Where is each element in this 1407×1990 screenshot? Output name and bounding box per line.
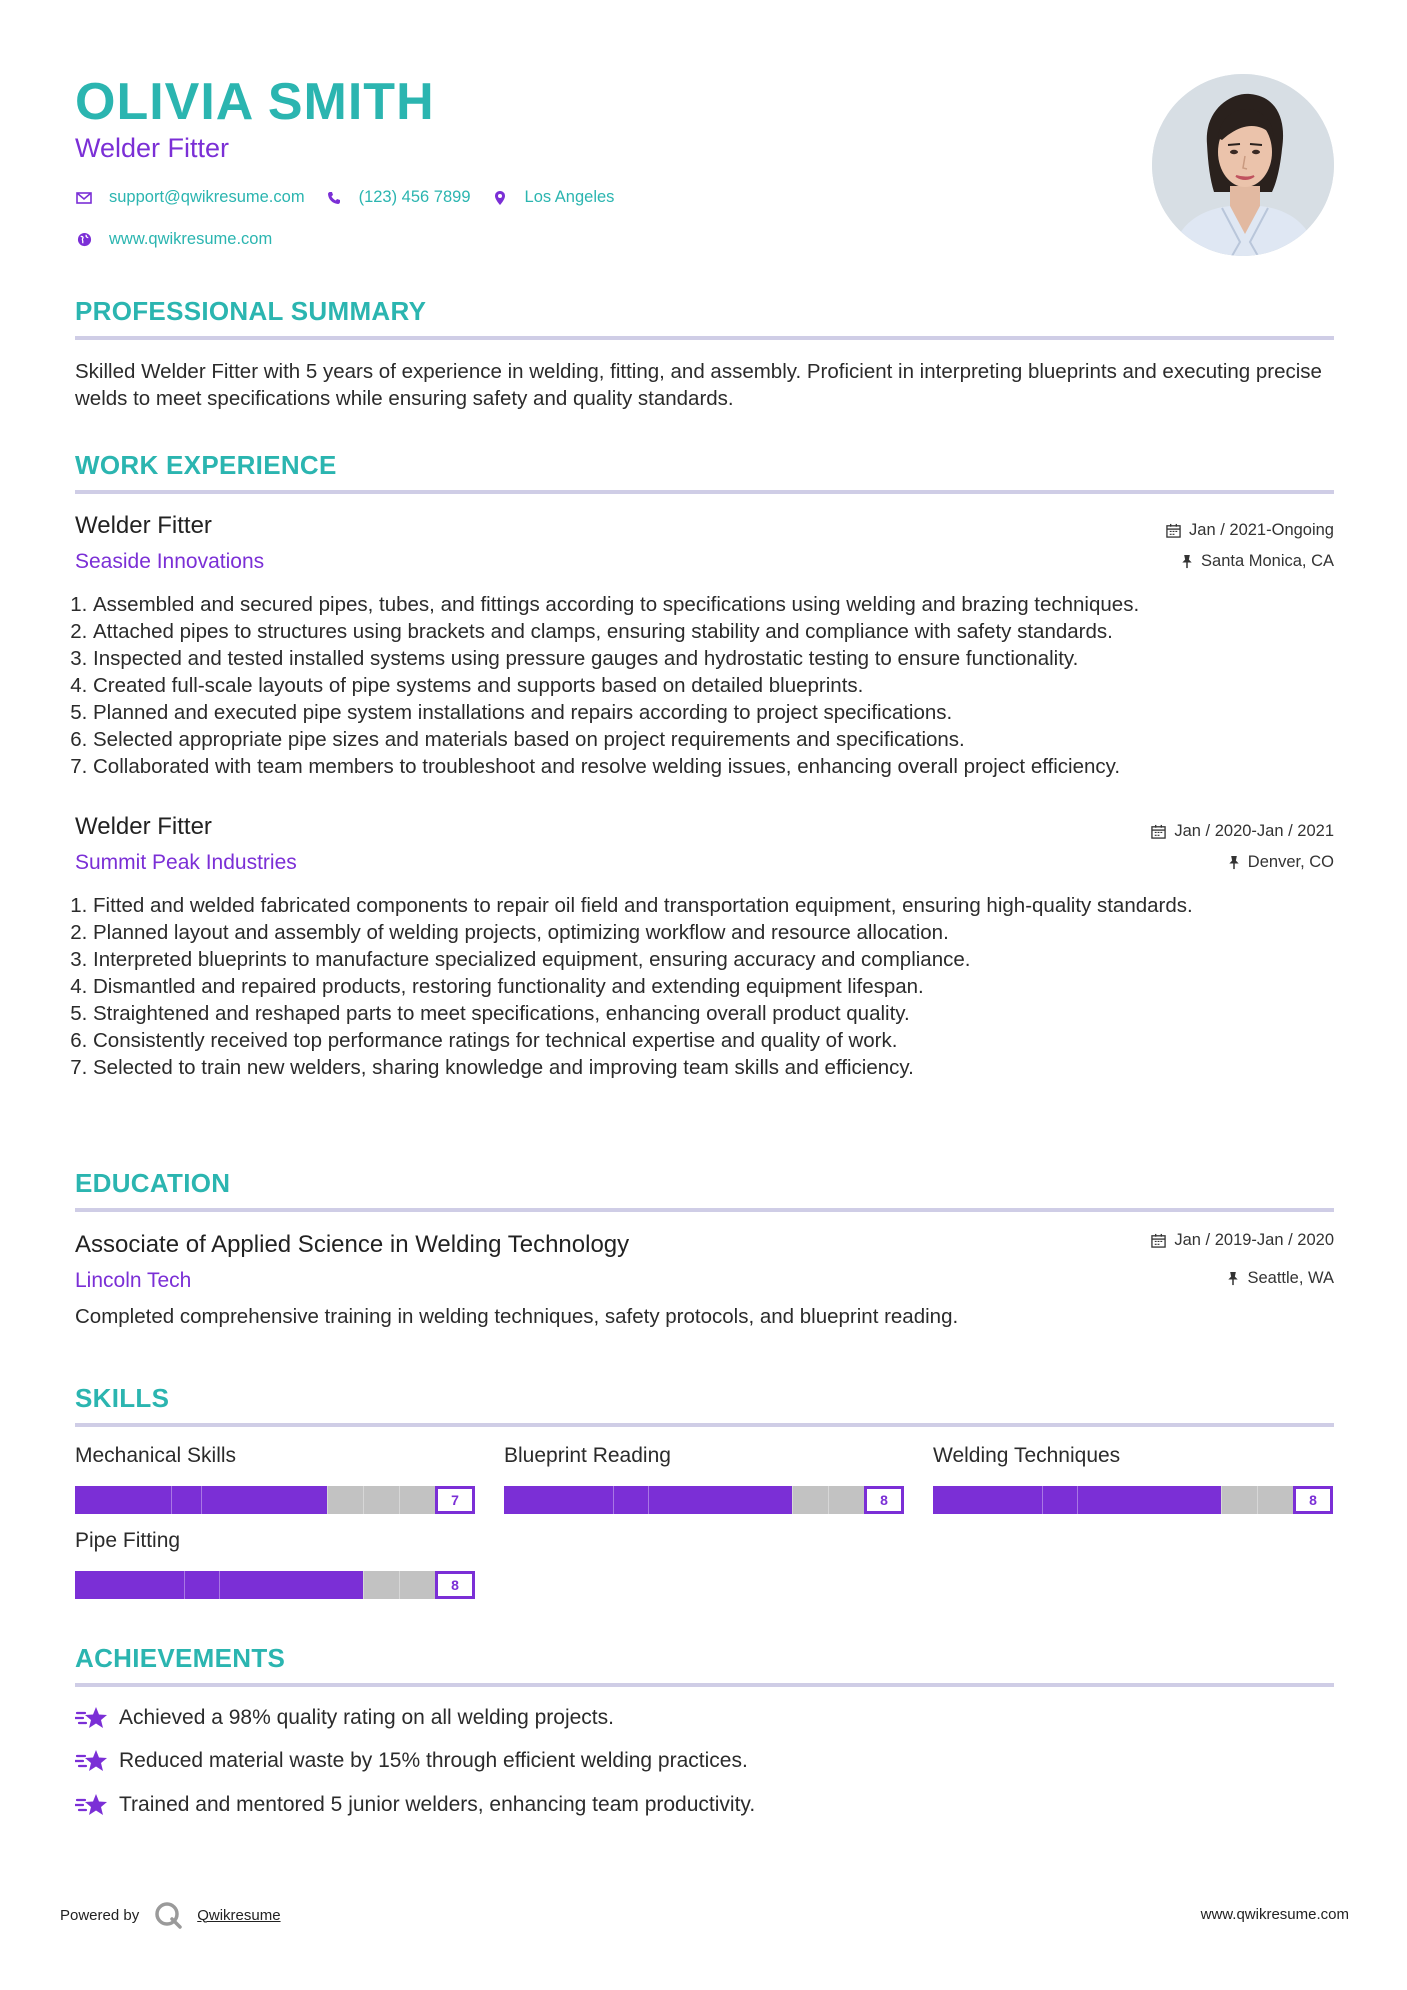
- pushpin-icon: [1227, 1271, 1239, 1286]
- website-item[interactable]: [75, 230, 272, 249]
- achievement-item: [75, 1705, 614, 1731]
- footer-powered-by: [60, 1900, 281, 1930]
- list-item: 2. Planned layout and assembly of welding projects, optimizing workflow and resource allocation.: [93, 919, 1358, 946]
- phone-item[interactable]: [325, 188, 471, 207]
- shooting-star-icon: [75, 1705, 109, 1731]
- calendar-icon: [1151, 824, 1166, 839]
- location-item: [491, 188, 615, 207]
- achievements-heading: ACHIEVEMENTS: [75, 1643, 286, 1673]
- job-location-text: Santa Monica, CA: [1201, 552, 1334, 570]
- list-item: 3. Inspected and tested installed systems using pressure gauges and hydrostatic testing to ensure functionality.: [93, 645, 1358, 672]
- job-dates-text: Jan / 2020-Jan / 2021: [1174, 822, 1334, 840]
- map-pin-icon: [491, 189, 509, 207]
- education-description: Completed comprehensive training in welding techniques, safety protocols, and blueprint reading.: [75, 1305, 959, 1328]
- list-item: 1. Fitted and welded fabricated components to repair oil field and transportation equipment, ensuring high-quality standards.: [93, 892, 1358, 919]
- achievement-text: Reduced material waste by 15% through efficient welding practices.: [119, 1749, 748, 1772]
- skill-bar-fill-segment: [504, 1486, 613, 1514]
- footer-website[interactable]: www.qwikresume.com: [1200, 1906, 1349, 1923]
- list-item: 1. Assembled and secured pipes, tubes, and fittings according to specifications using welding and brazing techniques.: [93, 591, 1358, 618]
- job-location-text: Denver, CO: [1247, 853, 1334, 871]
- skill-bar-fill-segment: [1077, 1486, 1221, 1514]
- degree-title: Associate of Applied Science in Welding Technology: [75, 1231, 630, 1258]
- list-item: 6. Consistently received top performance ratings for technical expertise and quality of work.: [93, 1027, 1358, 1054]
- skill-bar-empty-segment: [1257, 1486, 1293, 1514]
- phone-text[interactable]: (123) 456 7899: [358, 188, 471, 206]
- education-dates-text: Jan / 2019-Jan / 2020: [1174, 1231, 1334, 1249]
- email-item[interactable]: [75, 188, 305, 207]
- qwikresume-link[interactable]: Qwikresume: [197, 1906, 281, 1924]
- pushpin-icon: [1181, 554, 1193, 569]
- skill-bar-empty-segment: [327, 1486, 363, 1514]
- portrait-illustration: [1152, 74, 1334, 256]
- skill-bar-fill-segment: [184, 1571, 219, 1599]
- skill-name: Mechanical Skills: [75, 1444, 237, 1467]
- email-text[interactable]: support@qwikresume.com: [109, 188, 305, 206]
- achievement-text: Achieved a 98% quality rating on all welding projects.: [119, 1706, 614, 1729]
- summary-heading: PROFESSIONAL SUMMARY: [75, 296, 427, 326]
- skill-bar-empty-segment: [399, 1571, 435, 1599]
- globe-icon: [75, 231, 93, 249]
- job-location: [1228, 853, 1334, 872]
- job-bullets: [70, 591, 1358, 780]
- skill-score: 8: [1293, 1486, 1333, 1514]
- list-item: 6. Selected appropriate pipe sizes and materials based on project requirements and specifications.: [93, 726, 1358, 753]
- qwikresume-logo-icon: [153, 1900, 183, 1930]
- education-location: [1227, 1269, 1334, 1288]
- company-name: Summit Peak Industries: [75, 851, 297, 874]
- school-name: Lincoln Tech: [75, 1269, 192, 1292]
- skill-bar-fill-segment: [613, 1486, 648, 1514]
- job-title: Welder Fitter: [75, 512, 212, 539]
- experience-heading: WORK EXPERIENCE: [75, 450, 337, 480]
- skill-bar: [75, 1571, 475, 1599]
- calendar-icon: [1151, 1233, 1166, 1248]
- envelope-icon: [75, 189, 93, 207]
- contact-row-1: [75, 188, 634, 207]
- achievement-item: [75, 1748, 748, 1774]
- location-text: Los Angeles: [524, 188, 615, 206]
- skill-bar-fill-segment: [171, 1486, 201, 1514]
- shooting-star-icon: [75, 1748, 109, 1774]
- skill-name: Blueprint Reading: [504, 1444, 671, 1467]
- job-dates: [1166, 521, 1334, 540]
- calendar-icon: [1166, 523, 1181, 538]
- list-item: 2. Attached pipes to structures using brackets and clamps, ensuring stability and compliance with safety standards.: [93, 618, 1358, 645]
- list-item: 4. Created full-scale layouts of pipe systems and supports based on detailed blueprints.: [93, 672, 1358, 699]
- skill-item: [933, 1444, 1333, 1514]
- skill-item: [504, 1444, 904, 1514]
- list-item: 5. Straightened and reshaped parts to meet specifications, enhancing overall product quality.: [93, 1000, 1358, 1027]
- shooting-star-icon: [75, 1792, 109, 1818]
- skill-bar: [75, 1486, 475, 1514]
- job-location: [1181, 552, 1334, 571]
- section-divider: [75, 1423, 1334, 1427]
- candidate-name: OLIVIA SMITH: [75, 73, 435, 131]
- job-bullets: [70, 892, 1358, 1081]
- skill-score: 7: [435, 1486, 475, 1514]
- list-item: 5. Planned and executed pipe system installations and repairs according to project specifications.: [93, 699, 1358, 726]
- skill-name: Pipe Fitting: [75, 1529, 181, 1552]
- phone-icon: [325, 189, 343, 207]
- skill-bar-fill-segment: [648, 1486, 792, 1514]
- skill-bar-fill-segment: [933, 1486, 1042, 1514]
- profile-photo: [1152, 74, 1334, 256]
- education-heading: EDUCATION: [75, 1168, 231, 1198]
- skill-name: Welding Techniques: [933, 1444, 1121, 1467]
- summary-text: Skilled Welder Fitter with 5 years of experience in welding, fitting, and assembly. Proficient in interpreting blueprints and executing precise welds to meet specifications while ensuring safety and quality standards.: [75, 360, 1322, 410]
- skill-bar-empty-segment: [399, 1486, 435, 1514]
- skill-bar-fill-segment: [75, 1571, 184, 1599]
- skill-bar-fill-segment: [201, 1486, 327, 1514]
- achievement-text: Trained and mentored 5 junior welders, enhancing team productivity.: [119, 1793, 756, 1816]
- skill-item: [75, 1444, 475, 1514]
- contact-row-2: [75, 230, 292, 249]
- list-item: 7. Selected to train new welders, sharing knowledge and improving team skills and efficiency.: [93, 1054, 1358, 1081]
- skills-heading: SKILLS: [75, 1383, 170, 1413]
- skill-item: [75, 1529, 475, 1599]
- section-divider: [75, 490, 1334, 494]
- skill-bar-fill-segment: [75, 1486, 171, 1514]
- job-dates: [1151, 822, 1334, 841]
- achievement-item: [75, 1792, 755, 1818]
- skill-bar-empty-segment: [792, 1486, 828, 1514]
- section-divider: [75, 336, 1334, 340]
- skill-bar-fill-segment: [1042, 1486, 1077, 1514]
- skill-bar-empty-segment: [1221, 1486, 1257, 1514]
- website-text[interactable]: www.qwikresume.com: [109, 230, 273, 248]
- list-item: 3. Interpreted blueprints to manufacture specialized equipment, ensuring accuracy and compliance.: [93, 946, 1358, 973]
- powered-by-label: Powered by: [60, 1906, 140, 1924]
- job-dates-text: Jan / 2021-Ongoing: [1189, 521, 1334, 539]
- skill-bar-fill-segment: [219, 1571, 363, 1599]
- skill-score: 8: [435, 1571, 475, 1599]
- skill-bar: [933, 1486, 1333, 1514]
- section-divider: [75, 1208, 1334, 1212]
- skill-score: 8: [864, 1486, 904, 1514]
- candidate-title: Welder Fitter: [75, 133, 230, 163]
- skill-bar-empty-segment: [363, 1486, 399, 1514]
- education-location-text: Seattle, WA: [1247, 1269, 1334, 1287]
- job-title: Welder Fitter: [75, 813, 212, 840]
- skill-bar-empty-segment: [363, 1571, 399, 1599]
- skill-bar-empty-segment: [828, 1486, 864, 1514]
- company-name: Seaside Innovations: [75, 550, 265, 573]
- education-dates: [1151, 1231, 1334, 1250]
- list-item: 7. Collaborated with team members to troubleshoot and resolve welding issues, enhancing overall project efficiency.: [93, 753, 1358, 780]
- skill-bar: [504, 1486, 904, 1514]
- section-divider: [75, 1683, 1334, 1687]
- pushpin-icon: [1228, 855, 1240, 870]
- list-item: 4. Dismantled and repaired products, restoring functionality and extending equipment lifespan.: [93, 973, 1358, 1000]
